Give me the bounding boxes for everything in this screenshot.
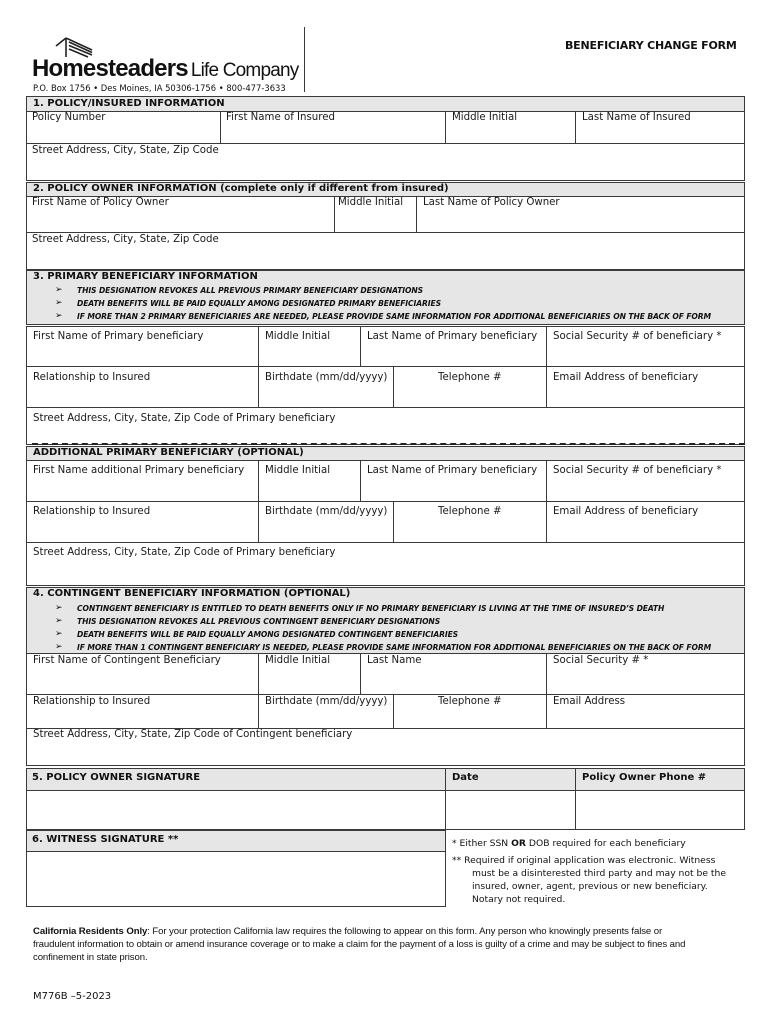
- owner-address-field[interactable]: Street Address, City, State, Zip Code: [32, 234, 219, 245]
- bullet-arrow-icon: ➢: [55, 642, 63, 652]
- primary-birthdate-field[interactable]: Birthdate (mm/dd/yyyy): [265, 372, 388, 383]
- primary-address-field[interactable]: Street Address, City, State, Zip Code of Primary beneficiary: [33, 413, 336, 424]
- divider: [546, 694, 547, 729]
- section2-title: 2. POLICY OWNER INFORMATION (complete only if different from insured): [33, 183, 449, 194]
- divider: [575, 111, 576, 144]
- contingent-email-field[interactable]: Email Address: [553, 696, 626, 707]
- contingent-last-name-field[interactable]: Last Name: [367, 655, 422, 666]
- contingent-ssn-field[interactable]: Social Security # *: [553, 655, 649, 666]
- divider: [416, 196, 417, 233]
- divider: [393, 366, 394, 408]
- header-divider: [304, 27, 305, 92]
- insured-address-field[interactable]: Street Address, City, State, Zip Code: [32, 145, 219, 156]
- bullet-arrow-icon: ➢: [55, 603, 63, 613]
- divider: [360, 653, 361, 695]
- bullet-arrow-icon: ➢: [55, 616, 63, 626]
- primary-telephone-field[interactable]: Telephone #: [438, 372, 502, 383]
- form-code: M776B –5-2023: [33, 991, 112, 1002]
- california-text-line: confinement in state prison.: [33, 952, 148, 963]
- divider: [258, 460, 259, 502]
- dashed-separator: [32, 443, 745, 445]
- section4-bullet: CONTINGENT BENEFICIARY IS ENTITLED TO DEATH BENEFITS ONLY IF NO PRIMARY BENEFICIARY IS LIVING AT THE TIME OF INSURED’S DEATH: [77, 604, 665, 613]
- additional-first-name-field[interactable]: First Name additional Primary beneficiary: [33, 465, 245, 476]
- company-name: [32, 55, 298, 83]
- additional-title: ADDITIONAL PRIMARY BENEFICIARY (OPTIONAL): [33, 447, 304, 458]
- owner-middle-initial-field[interactable]: Middle Initial: [338, 197, 404, 208]
- primary-email-field[interactable]: Email Address of beneficiary: [553, 372, 699, 383]
- primary-ssn-field[interactable]: Social Security # of beneficiary *: [553, 331, 722, 342]
- bullet-arrow-icon: ➢: [55, 285, 63, 295]
- witness-note-line: must be a disinterested third party and may not be the: [472, 868, 726, 879]
- contingent-telephone-field[interactable]: Telephone #: [438, 696, 502, 707]
- owner-first-name-field[interactable]: First Name of Policy Owner: [32, 197, 169, 208]
- contingent-relationship-field[interactable]: Relationship to Insured: [33, 696, 151, 707]
- california-notice: [33, 925, 745, 964]
- additional-telephone-field[interactable]: Telephone #: [438, 506, 502, 517]
- bullet-arrow-icon: ➢: [55, 298, 63, 308]
- company-address: P.O. Box 1756 • Des Moines, IA 50306-1756 • 800-477-3633: [33, 83, 286, 93]
- primary-first-name-field[interactable]: First Name of Primary beneficiary: [33, 331, 204, 342]
- date-label: Date: [452, 772, 479, 783]
- divider: [258, 326, 259, 367]
- bullet-arrow-icon: ➢: [55, 629, 63, 639]
- section6-title: 6. WITNESS SIGNATURE **: [32, 834, 179, 845]
- additional-address-field[interactable]: Street Address, City, State, Zip Code of Primary beneficiary: [33, 547, 336, 558]
- witness-note-line: insured, owner, agent, previous or new beneficiary.: [472, 881, 708, 892]
- section3-bullet: THIS DESIGNATION REVOKES ALL PREVIOUS PRIMARY BENEFICIARY DESIGNATIONS: [77, 286, 423, 295]
- section4-bullet: THIS DESIGNATION REVOKES ALL PREVIOUS CONTINGENT BENEFICIARY DESIGNATIONS: [77, 617, 441, 626]
- divider: [393, 694, 394, 729]
- section3-bullet: IF MORE THAN 2 PRIMARY BENEFICIARIES ARE NEEDED, PLEASE PROVIDE SAME INFORMATION FOR ADDITIONAL BENEFICIARIES ON THE BACK OF FORM: [77, 312, 711, 321]
- california-text-line: : For your protection California law requires the following to appear on this form. Any person who knowingly presents false or: [147, 926, 663, 937]
- section4-bullet: DEATH BENEFITS WILL BE PAID EQUALLY AMONG DESIGNATED CONTINGENT BENEFICIARIES: [77, 630, 459, 639]
- contingent-birthdate-field[interactable]: Birthdate (mm/dd/yyyy): [265, 696, 388, 707]
- divider: [546, 326, 547, 367]
- section1-title: 1. POLICY/INSURED INFORMATION: [33, 98, 225, 109]
- divider: [393, 501, 394, 543]
- contingent-address-field[interactable]: Street Address, City, State, Zip Code of Contingent beneficiary: [33, 729, 353, 740]
- witness-note-line: ** Required if original application was electronic. Witness: [452, 855, 716, 866]
- california-lead: California Residents Only: [33, 926, 148, 937]
- owner-last-name-field[interactable]: Last Name of Policy Owner: [423, 197, 560, 208]
- divider: [258, 501, 259, 543]
- owner-phone-box[interactable]: [575, 790, 745, 830]
- signature-date-box[interactable]: [445, 790, 576, 830]
- ssn-note: [452, 837, 686, 850]
- owner-phone-label: Policy Owner Phone #: [582, 772, 707, 783]
- insured-last-name-field[interactable]: Last Name of Insured: [582, 112, 691, 123]
- divider: [258, 653, 259, 695]
- policy-number-field[interactable]: Policy Number: [32, 112, 106, 123]
- divider: [546, 501, 547, 543]
- additional-ssn-field[interactable]: Social Security # of beneficiary *: [553, 465, 722, 476]
- witness-signature-box[interactable]: [26, 851, 446, 907]
- divider: [258, 366, 259, 408]
- additional-birthdate-field[interactable]: Birthdate (mm/dd/yyyy): [265, 506, 388, 517]
- primary-last-name-field[interactable]: Last Name of Primary beneficiary: [367, 331, 538, 342]
- divider: [334, 196, 335, 233]
- additional-middle-initial-field[interactable]: Middle Initial: [265, 465, 331, 476]
- primary-relationship-field[interactable]: Relationship to Insured: [33, 372, 151, 383]
- additional-relationship-field[interactable]: Relationship to Insured: [33, 506, 151, 517]
- insured-first-name-field[interactable]: First Name of Insured: [226, 112, 335, 123]
- additional-email-field[interactable]: Email Address of beneficiary: [553, 506, 699, 517]
- section3-title: 3. PRIMARY BENEFICIARY INFORMATION: [33, 271, 258, 282]
- ssn-note-pre: * Either SSN: [452, 838, 512, 849]
- additional-last-name-field[interactable]: Last Name of Primary beneficiary: [367, 465, 538, 476]
- primary-middle-initial-field[interactable]: Middle Initial: [265, 331, 331, 342]
- divider: [546, 653, 547, 695]
- section5-title: 5. POLICY OWNER SIGNATURE: [32, 772, 201, 783]
- witness-note-line: Notary not required.: [472, 894, 566, 905]
- company-name-bold: Homesteaders: [32, 55, 188, 82]
- ssn-note-post: DOB required for each beneficiary: [526, 838, 686, 849]
- form-title: BENEFICIARY CHANGE FORM: [565, 39, 737, 52]
- contingent-first-name-field[interactable]: First Name of Contingent Beneficiary: [33, 655, 221, 666]
- section4-title: 4. CONTINGENT BENEFICIARY INFORMATION (OPTIONAL): [33, 588, 351, 599]
- divider: [546, 460, 547, 502]
- bullet-arrow-icon: ➢: [55, 311, 63, 321]
- contingent-middle-initial-field[interactable]: Middle Initial: [265, 655, 331, 666]
- owner-signature-box[interactable]: [26, 790, 446, 830]
- divider: [360, 326, 361, 367]
- section3-bullet: DEATH BENEFITS WILL BE PAID EQUALLY AMONG DESIGNATED PRIMARY BENEFICIARIES: [77, 299, 441, 308]
- ssn-note-or: OR: [511, 838, 526, 849]
- divider: [445, 111, 446, 144]
- insured-middle-initial-field[interactable]: Middle Initial: [452, 112, 518, 123]
- divider: [220, 111, 221, 144]
- divider: [360, 460, 361, 502]
- divider: [546, 366, 547, 408]
- section4-bullet: IF MORE THAN 1 CONTINGENT BENEFICIARY IS NEEDED, PLEASE PROVIDE SAME INFORMATION FOR ADDITIONAL BENEFICIARIES ON THE BACK OF FORM: [77, 643, 712, 652]
- company-name-light: Life Company: [190, 60, 299, 81]
- california-text-line: fraudulent information to obtain or amend insurance coverage or to make a claim for the payment of a loss is guilty of a crime and may be subject to fines and: [33, 939, 686, 950]
- divider: [258, 694, 259, 729]
